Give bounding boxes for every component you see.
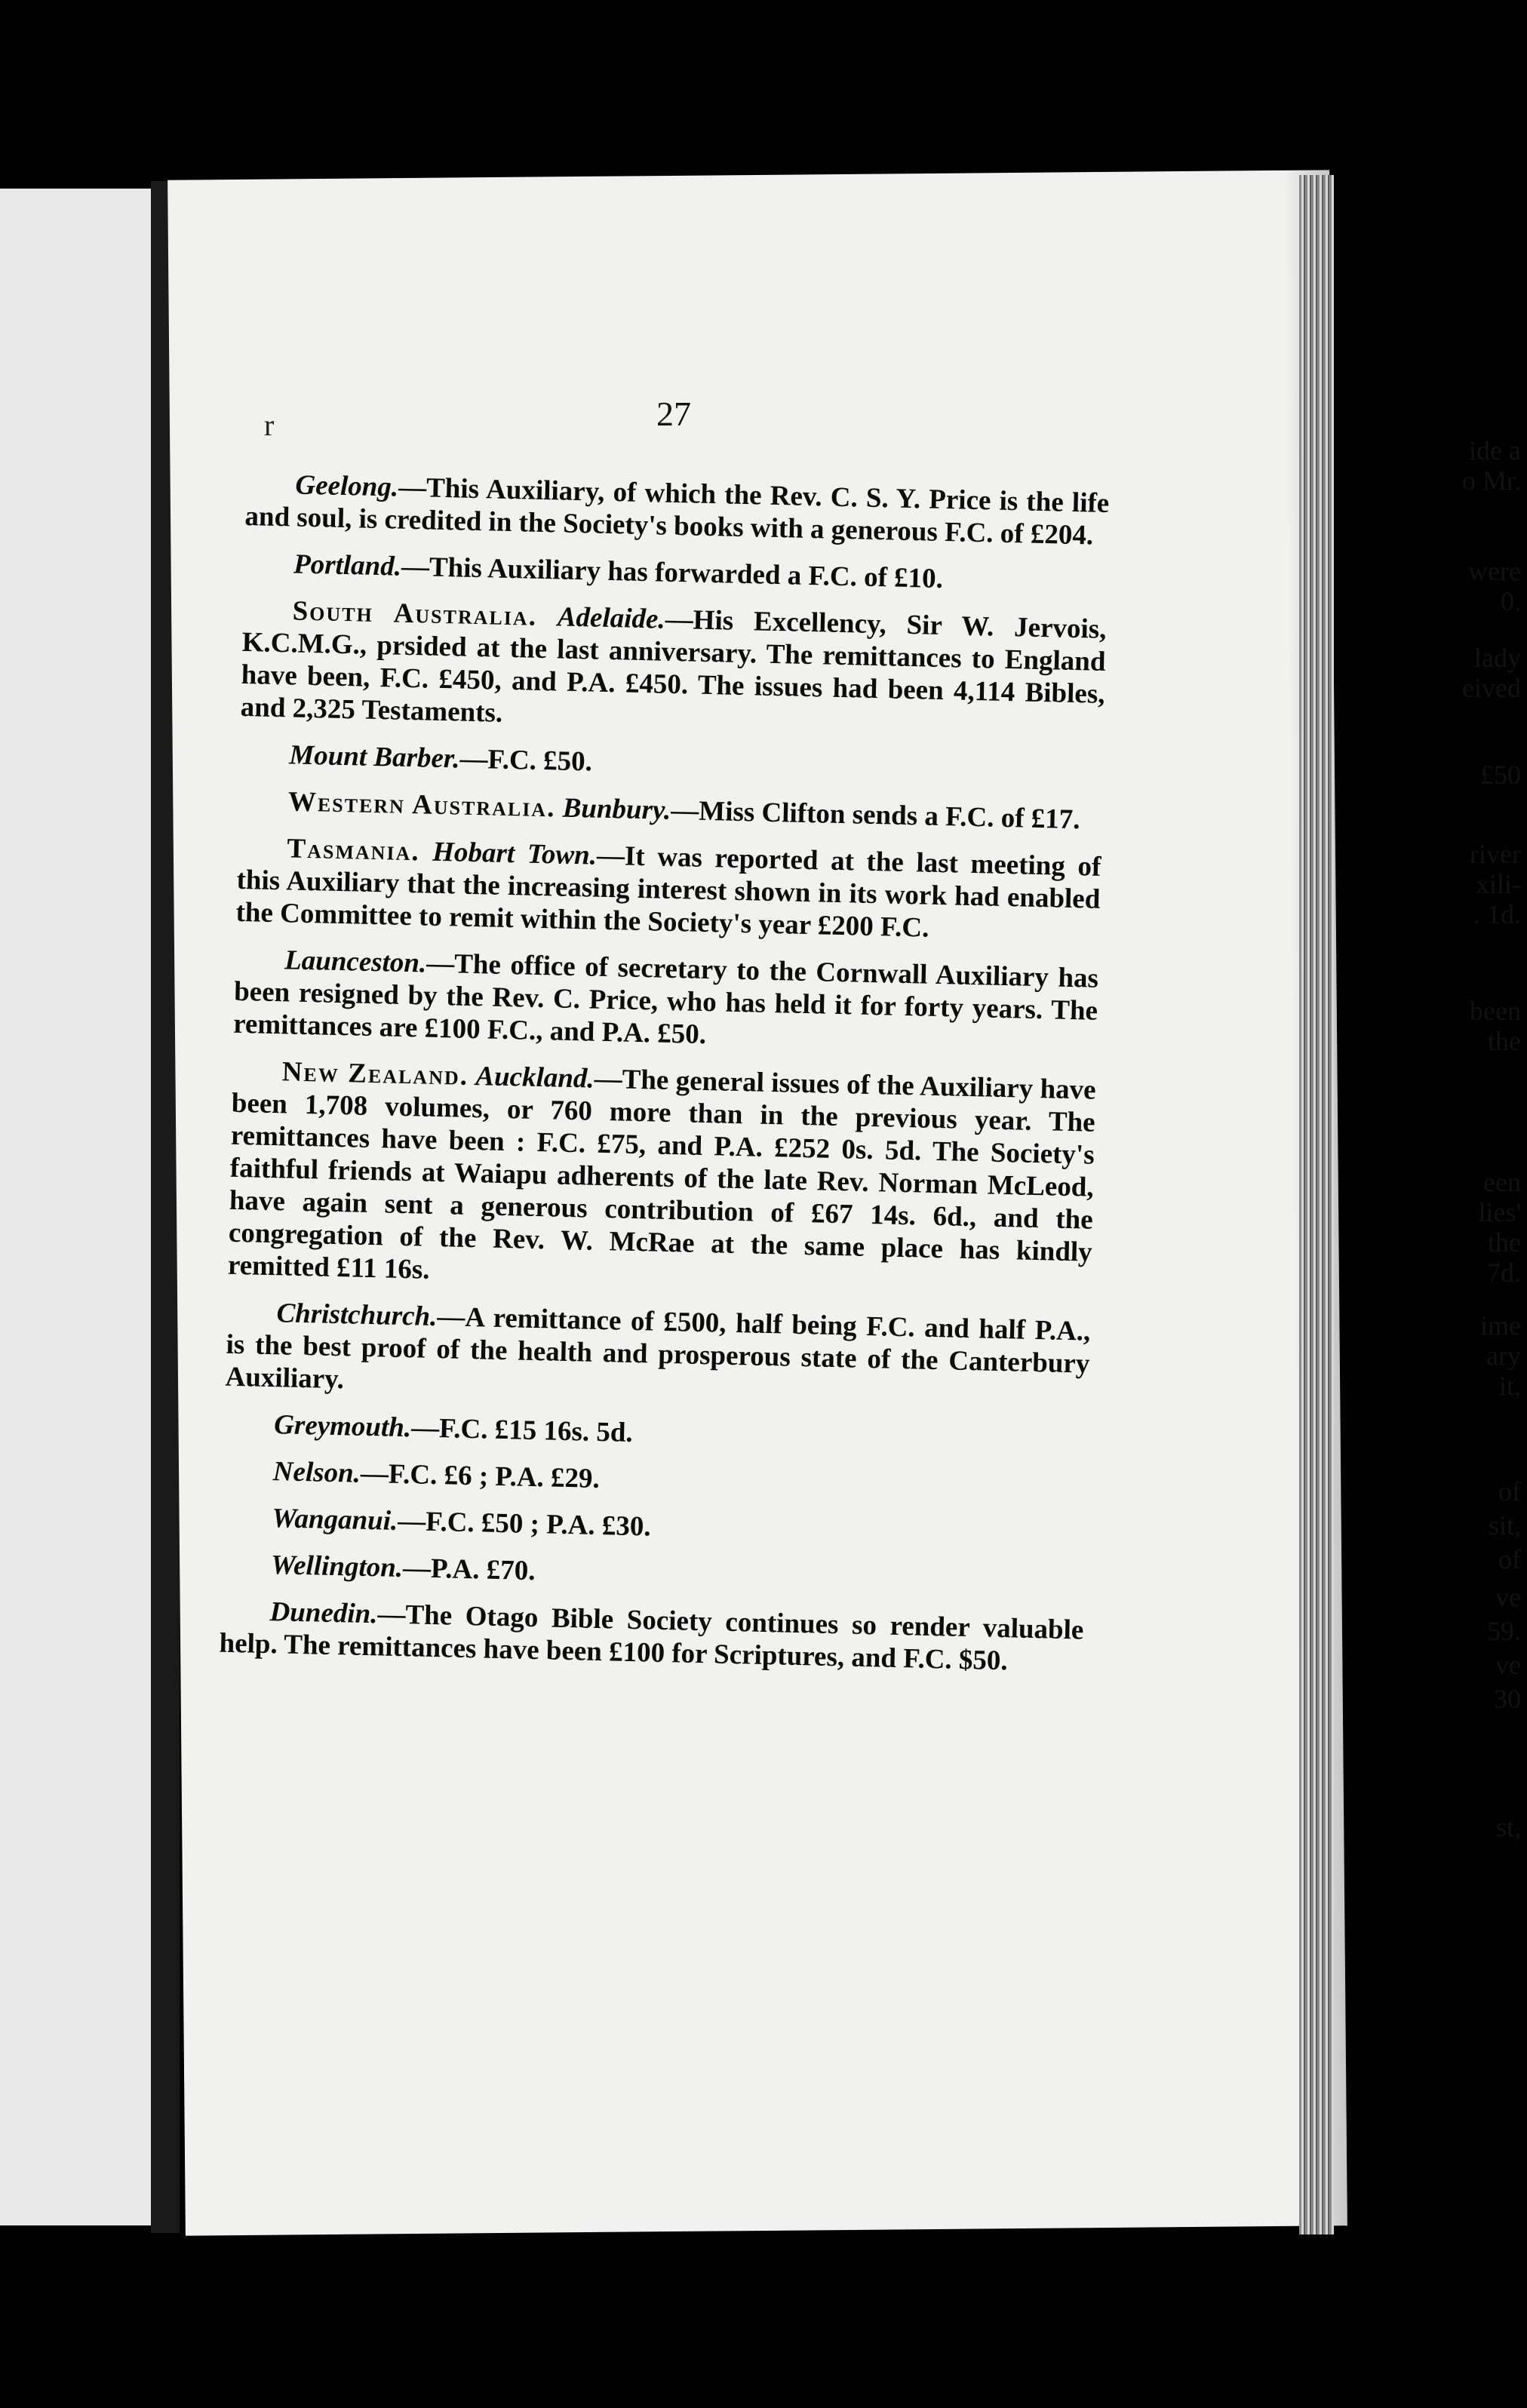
place-name: Christchurch. <box>276 1298 438 1333</box>
paragraph-text: —The office of secretary to the Cornwall Auxiliary has been resigned by the Rev. C. Price, who has held it for forty years. The remittances are £100 F.C., and P.A. £50. <box>232 948 1099 1051</box>
region-heading: Western Australia. <box>287 786 556 824</box>
left-fragment: o Mr. <box>1461 465 1521 496</box>
place-name: Wellington. <box>270 1550 404 1584</box>
paragraph-tasmania <box>235 831 1101 948</box>
left-page <box>0 189 157 2225</box>
left-fragment: were <box>1468 556 1521 586</box>
paragraph-launceston <box>233 943 1099 1060</box>
paragraph-christchurch <box>225 1296 1091 1413</box>
paragraph-greymouth <box>224 1408 1089 1460</box>
place-name: Mount Barber. <box>288 739 460 775</box>
paragraph-text: —The Otago Bible Society continues so render valuable help. The remittances have been £100 for Scriptures, and F.C. $50. <box>219 1599 1084 1677</box>
left-fragment: xili- <box>1476 869 1521 899</box>
paragraph-text: —His Excellency, Sir W. Jervois, K.C.M.G., prsided at the last anniversary. The remittances to England have been, F.C. £450, and P.A. £450. The issues had been 4,114 Bibles, and 2,325 Testaments. <box>240 604 1107 729</box>
place-name: Adelaide. <box>557 601 666 635</box>
paragraph-wellington <box>221 1548 1086 1600</box>
left-fragment: ve <box>1495 1650 1521 1680</box>
paragraph-text: —A remittance of £500, half being F.C. and half P.A., is the best proof of the health and prosperous state of the Canterbury Auxiliary. <box>225 1301 1091 1396</box>
paragraph-western-australia <box>238 785 1102 837</box>
paragraph-text: —F.C. £50. <box>459 743 593 778</box>
left-fragment: 59. <box>1487 1616 1521 1646</box>
place-name: Dunedin. <box>269 1596 378 1630</box>
paragraph-dunedin <box>219 1595 1084 1679</box>
left-fragment: 30 <box>1494 1684 1521 1714</box>
left-fragment: ve <box>1495 1582 1521 1612</box>
region-heading: New Zealand. <box>281 1056 469 1092</box>
place-name: Hobart Town. <box>432 836 598 871</box>
paragraph-text: —This Auxiliary has forwarded a F.C. of £10. <box>401 551 944 594</box>
left-fragment: of <box>1498 1476 1521 1507</box>
left-fragment: lady <box>1474 643 1521 673</box>
left-fragment: been <box>1470 996 1521 1026</box>
left-fragment: the <box>1488 1026 1521 1056</box>
left-fragment: £50 <box>1480 760 1521 790</box>
paragraph-text: —Miss Clifton sends a F.C. of £17. <box>670 794 1081 836</box>
paragraph-text: —F.C. £6 ; P.A. £29. <box>360 1457 601 1494</box>
paragraph-new-zealand <box>228 1055 1097 1301</box>
place-name: Geelong. <box>295 469 399 503</box>
paragraph-text: —This Auxiliary, of which the Rev. C. S. Y. Price is the life and soul, is credited in the Society's books with a generous F.C. of £204. <box>244 471 1110 551</box>
place-name: Bunbury. <box>562 792 671 826</box>
left-fragment: sit, <box>1488 1510 1521 1540</box>
left-fragment: it, <box>1498 1371 1521 1401</box>
paragraph-text: —F.C. £50 ; P.A. £30. <box>397 1505 652 1543</box>
place-name: Nelson. <box>272 1456 361 1489</box>
paragraph-mount-barber <box>239 738 1104 790</box>
page-number: 27 <box>656 395 691 433</box>
paragraph-portland <box>244 547 1108 599</box>
place-name: Auckland. <box>475 1061 595 1095</box>
paragraph-wanganui <box>222 1501 1086 1553</box>
page-body <box>219 468 1110 1694</box>
left-fragment: eived <box>1462 673 1521 703</box>
left-fragment: river <box>1470 839 1521 869</box>
stray-mark: r <box>264 408 275 442</box>
paragraph-nelson <box>223 1454 1087 1507</box>
paragraph-text: —It was reported at the last meeting of this Auxiliary that the increasing interest shown in its work had enabled the Committee to remit within the Society's year £200 F.C. <box>235 840 1101 944</box>
left-fragment: ide a <box>1469 435 1521 465</box>
paragraph-text: —F.C. £15 16s. 5d. <box>410 1412 634 1448</box>
left-fragment: 0. <box>1501 586 1521 616</box>
left-fragment: een <box>1483 1167 1521 1197</box>
left-fragment: ime <box>1480 1310 1521 1341</box>
left-fragment: ary <box>1486 1341 1521 1371</box>
region-heading: Tasmania. <box>287 833 421 868</box>
left-fragment: st, <box>1495 1812 1521 1842</box>
left-fragment: . 1d. <box>1473 899 1521 929</box>
paragraph-text: —The general issues of the Auxiliary have been 1,708 volumes, or 760 more than in the previous year. The remittances have been : F.C. £75, and P.A. £252 0s. 5d. The Society's faithful friends at Waiapu adherents of the late Rev. Norman McLeod, have again sent a generous contribution of £67 14s. 6d., and the congregation of the Rev. W. McRae at the same place has kindly remitted £11 16s. <box>227 1063 1097 1285</box>
place-name: Wanganui. <box>271 1503 398 1537</box>
place-name: Greymouth. <box>273 1409 412 1444</box>
paragraph-south-australia <box>240 594 1107 743</box>
region-heading: South Australia. <box>292 595 538 632</box>
left-fragment: lies' <box>1478 1197 1521 1227</box>
place-name: Portland. <box>293 548 402 582</box>
place-name: Launceston. <box>284 944 427 979</box>
left-fragment: of <box>1498 1544 1521 1574</box>
left-fragment: the <box>1488 1227 1521 1258</box>
left-fragment: 7d. <box>1487 1258 1521 1288</box>
paragraph-text: —P.A. £70. <box>402 1553 536 1587</box>
page-edges <box>1299 175 1334 2234</box>
